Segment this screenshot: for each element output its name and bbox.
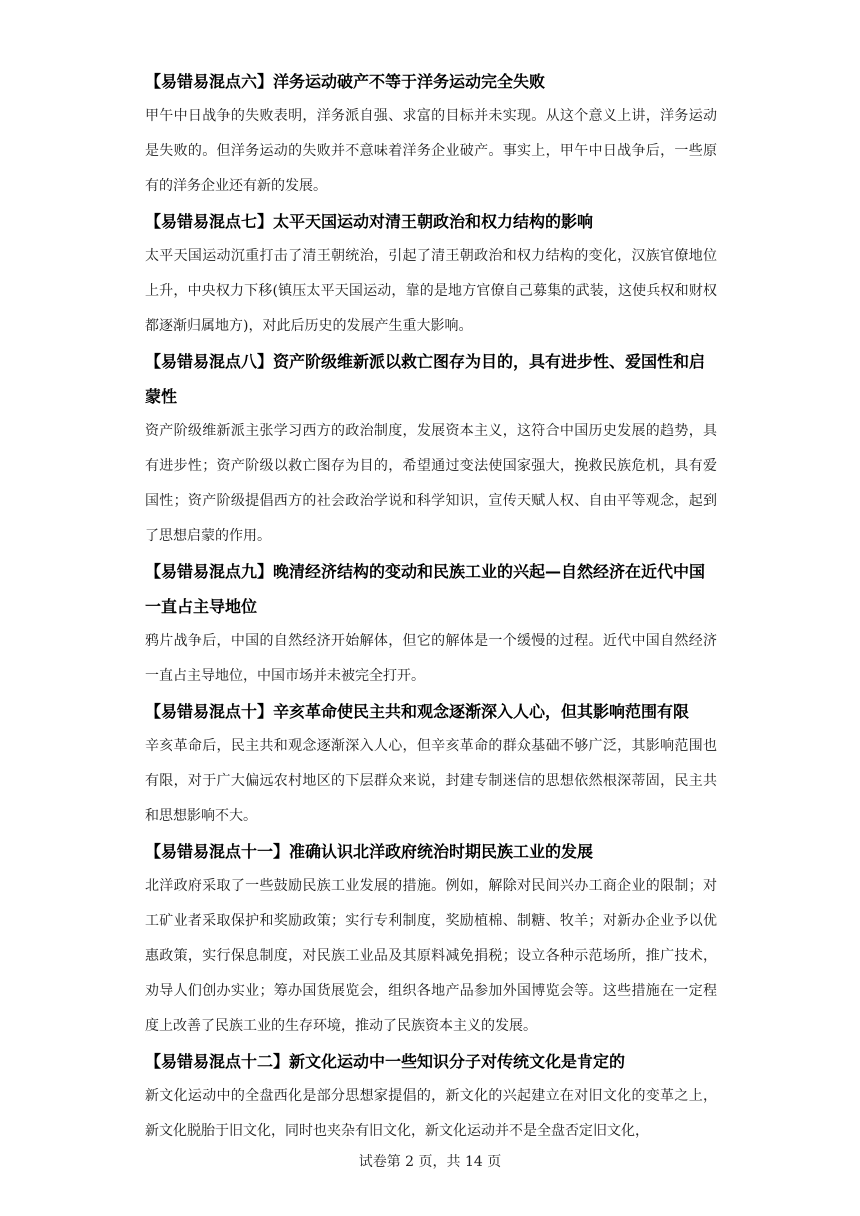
section-10 bbox=[145, 694, 717, 834]
section-heading: 【易错易混点十二】新文化运动中一些知识分子对传统文化是肯定的 bbox=[145, 1052, 626, 1071]
section-12 bbox=[145, 1044, 717, 1149]
section-heading: 【易错易混点七】太平天国运动对清王朝政治和权力结构的影响 bbox=[145, 212, 594, 231]
section-body: 资产阶级维新派主张学习西方的政治制度，发展资本主义，这符合中国历史发展的趋势，具有进步性；资产阶级以救亡图存为目的，希望通过变法使国家强大，挽救民族危机，具有爱国性；资产阶级提倡西方的社会政治学说和科学知识，宣传天赋人权、自由平等观念，起到了思想启蒙的作用。 bbox=[145, 423, 717, 544]
section-9 bbox=[145, 554, 717, 694]
page-content bbox=[145, 64, 717, 1149]
section-heading: 【易错易混点九】晚清经济结构的变动和民族工业的兴起—自然经济在近代中国一直占主导地位 bbox=[145, 562, 706, 616]
section-heading: 【易错易混点十】辛亥革命使民主共和观念逐渐深入人心，但其影响范围有限 bbox=[145, 702, 690, 721]
section-heading: 【易错易混点八】资产阶级维新派以救亡图存为目的，具有进步性、爱国性和启蒙性 bbox=[145, 352, 706, 406]
section-6 bbox=[145, 64, 717, 204]
section-body: 新文化运动中的全盘西化是部分思想家提倡的，新文化的兴起建立在对旧文化的变革之上，新文化脱胎于旧文化，同时也夹杂有旧文化，新文化运动并不是全盘否定旧文化， bbox=[145, 1088, 717, 1139]
section-11 bbox=[145, 834, 717, 1044]
page-footer: 试卷第 2 页，共 14 页 bbox=[358, 1154, 502, 1170]
section-body: 辛亥革命后，民主共和观念逐渐深入人心，但辛亥革命的群众基础不够广泛，其影响范围也有限，对于广大偏远农村地区的下层群众来说，封建专制迷信的思想依然根深蒂固，民主共和思想影响不大。 bbox=[145, 738, 717, 824]
section-body: 甲午中日战争的失败表明，洋务派自强、求富的目标并未实现。从这个意义上讲，洋务运动是失败的。但洋务运动的失败并不意味着洋务企业破产。事实上，甲午中日战争后，一些原有的洋务企业还有新的发展。 bbox=[145, 108, 717, 194]
section-8 bbox=[145, 344, 717, 554]
section-body: 鸦片战争后，中国的自然经济开始解体，但它的解体是一个缓慢的过程。近代中国自然经济一直占主导地位，中国市场并未被完全打开。 bbox=[145, 633, 717, 684]
section-heading: 【易错易混点十一】准确认识北洋政府统治时期民族工业的发展 bbox=[145, 842, 594, 861]
section-body: 北洋政府采取了一些鼓励民族工业发展的措施。例如，解除对民间兴办工商企业的限制；对工矿业者采取保护和奖励政策；实行专利制度，奖励植棉、制糖、牧羊；对新办企业予以优惠政策，实行保息制度，对民族工业品及其原料减免捐税；设立各种示范场所，推广技术，劝导人们创办实业；筹办国货展览会，组织各地产品参加外国博览会等。这些措施在一定程度上改善了民族工业的生存环境，推动了民族资本主义的发展。 bbox=[145, 878, 717, 1034]
section-heading: 【易错易混点六】洋务运动破产不等于洋务运动完全失败 bbox=[145, 72, 546, 91]
section-body: 太平天国运动沉重打击了清王朝统治，引起了清王朝政治和权力结构的变化，汉族官僚地位上升，中央权力下移(镇压太平天国运动，靠的是地方官僚自己募集的武装，这使兵权和财权都逐渐归属地方)，对此后历史的发展产生重大影响。 bbox=[145, 248, 717, 334]
section-7 bbox=[145, 204, 717, 344]
